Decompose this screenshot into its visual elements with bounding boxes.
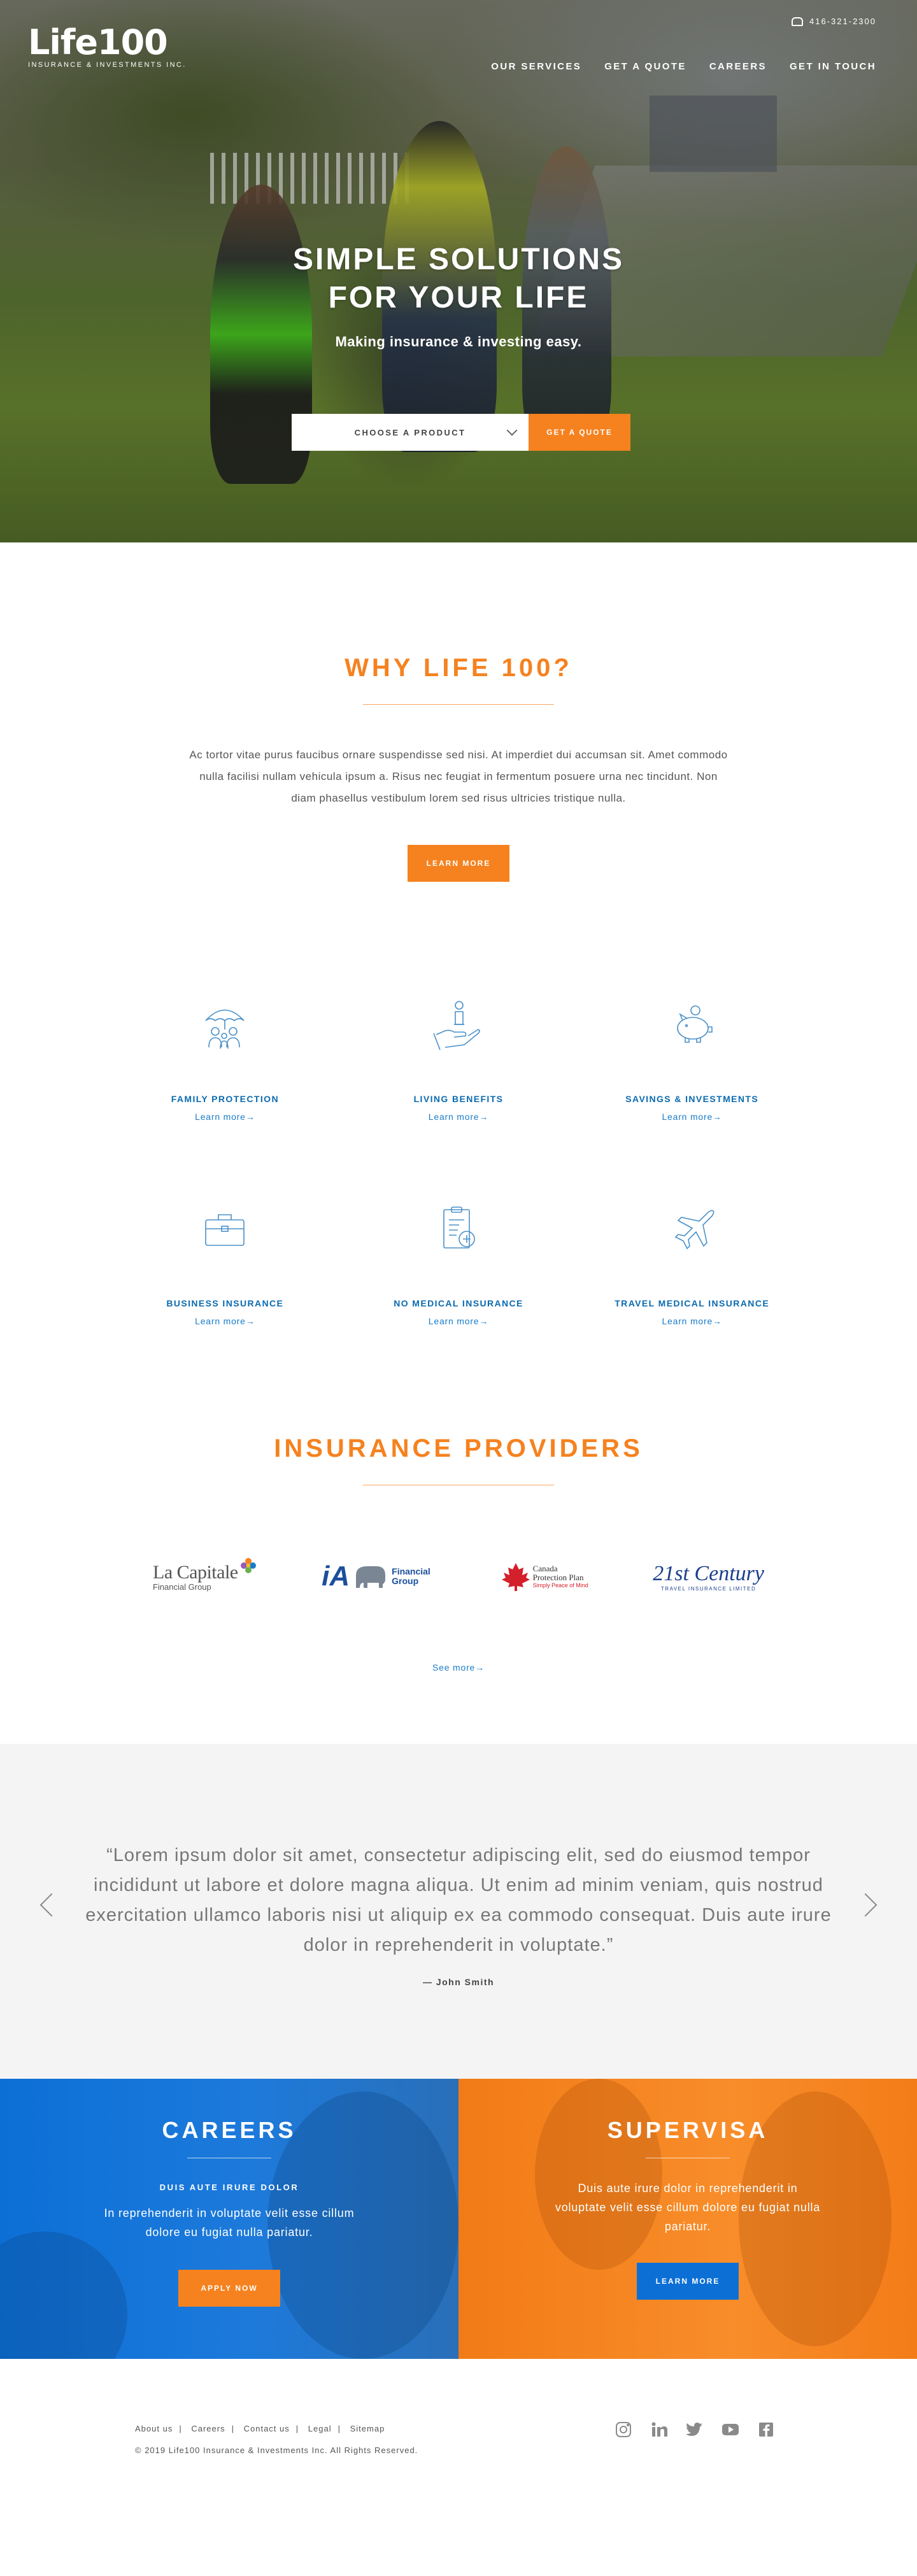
main-nav [491, 61, 876, 72]
briefcase-icon [196, 1201, 253, 1258]
flower-icon [239, 1557, 257, 1575]
service-title: NO MEDICAL INSURANCE [394, 1298, 523, 1308]
provider-name: La Capitale [153, 1561, 238, 1583]
footer-separator: | [231, 2424, 234, 2433]
service-no-medical-insurance[interactable] [342, 1201, 576, 1326]
chevron-down-icon [507, 425, 518, 436]
service-learn-more-link[interactable]: Learn more→ [662, 1112, 722, 1122]
nav-get-a-quote[interactable]: GET A QUOTE [604, 61, 686, 72]
hero-title-line1: SIMPLE SOLUTIONS [292, 243, 625, 276]
hero-background-fence [210, 153, 414, 204]
service-living-benefits[interactable] [342, 996, 576, 1122]
facebook-icon[interactable] [757, 2420, 776, 2439]
services-grid [108, 996, 809, 1326]
quote-form [292, 414, 630, 451]
maple-leaf-icon [501, 1562, 530, 1591]
footer-separator: | [179, 2424, 182, 2433]
service-title: FAMILY PROTECTION [171, 1094, 279, 1104]
why-section [0, 542, 917, 882]
provider-sub: Simply Peace of Mind [532, 1582, 588, 1589]
service-learn-more-link[interactable]: Learn more→ [195, 1316, 255, 1326]
supervisa-learn-more-button[interactable]: LEARN MORE [637, 2263, 739, 2300]
service-business-insurance[interactable] [108, 1201, 342, 1326]
footer-link-contact[interactable]: Contact us [243, 2424, 290, 2433]
service-learn-more-link[interactable]: Learn more→ [195, 1112, 255, 1122]
phone-number: 416-321-2300 [809, 17, 876, 26]
nav-get-in-touch[interactable]: GET IN TOUCH [789, 61, 876, 72]
provider-logos [140, 1554, 777, 1599]
service-title: BUSINESS INSURANCE [166, 1298, 284, 1308]
footer-link-sitemap[interactable]: Sitemap [350, 2424, 385, 2433]
supervisa-title: SUPERVISA [607, 2117, 769, 2143]
supervisa-photo-figure [535, 2079, 662, 2270]
piggy-bank-icon [664, 996, 721, 1054]
provider-sub: TRAVEL INSURANCE LIMITED [660, 1585, 757, 1592]
hero-title [0, 241, 917, 317]
testimonial-section [0, 1744, 917, 2079]
phone-link[interactable] [792, 17, 876, 26]
provider-name: iA [322, 1560, 350, 1592]
careers-text: In reprehenderit in voluptate velit esse cillum dolore eu fugiat nulla pariatur. [104, 2207, 355, 2239]
providers-title: INSURANCE PROVIDERS [274, 1434, 643, 1462]
careers-photo-figure-2 [0, 2232, 127, 2359]
provider-name: 21st Century [653, 1561, 764, 1585]
why-title: WHY LIFE 100? [345, 654, 572, 682]
provider-logo-la-capitale[interactable] [153, 1554, 257, 1599]
youtube-icon[interactable] [721, 2420, 740, 2439]
cta-section [0, 2079, 917, 2359]
twitter-icon[interactable] [685, 2420, 704, 2439]
service-title: TRAVEL MEDICAL INSURANCE [615, 1298, 770, 1308]
service-title: SAVINGS & INVESTMENTS [625, 1094, 759, 1104]
medical-document-icon [430, 1201, 487, 1258]
hero-subtitle: Making insurance & investing easy. [335, 334, 582, 350]
footer-link-careers[interactable]: Careers [191, 2424, 225, 2433]
testimonial-author: — John Smith [422, 1977, 495, 1987]
provider-logo-ia[interactable] [322, 1554, 436, 1599]
site-header [0, 0, 917, 83]
get-quote-button[interactable]: GET A QUOTE [529, 414, 630, 451]
footer-link-legal[interactable]: Legal [308, 2424, 332, 2433]
chevron-left-icon[interactable] [40, 1893, 64, 1917]
elephant-icon [352, 1564, 389, 1589]
careers-panel [0, 2079, 458, 2359]
linkedin-icon[interactable] [650, 2420, 669, 2439]
provider-logo-21st-century[interactable] [653, 1554, 764, 1599]
footer-links [135, 2424, 385, 2433]
airplane-icon [664, 1201, 721, 1258]
social-links [614, 2420, 776, 2439]
apply-now-button[interactable]: APPLY NOW [178, 2270, 280, 2307]
hand-person-icon [430, 996, 487, 1054]
service-learn-more-link[interactable]: Learn more→ [428, 1112, 489, 1122]
logo-text: Life100 [28, 22, 167, 62]
why-divider [363, 704, 554, 705]
service-savings-investments[interactable] [575, 996, 809, 1122]
hero-background-house [650, 96, 777, 172]
provider-logo-canada-protection-plan[interactable] [501, 1554, 588, 1599]
careers-title: CAREERS [162, 2117, 297, 2143]
family-umbrella-icon [196, 996, 253, 1054]
nav-careers[interactable]: CAREERS [709, 61, 767, 72]
product-select[interactable] [292, 414, 529, 451]
service-title: LIVING BENEFITS [413, 1094, 504, 1104]
supervisa-panel [458, 2079, 917, 2359]
learn-more-button[interactable]: LEARN MORE [408, 845, 509, 882]
nav-our-services[interactable]: OUR SERVICES [491, 61, 582, 72]
instagram-icon[interactable] [614, 2420, 633, 2439]
footer-separator: | [295, 2424, 299, 2433]
provider-sub: Financial Group [392, 1566, 430, 1586]
hero-content [0, 241, 917, 350]
hero-title-line2: FOR YOUR LIFE [328, 281, 589, 315]
hero-section [0, 0, 917, 542]
why-text: Ac tortor vitae purus faucibus ornare suspendisse sed nisi. At imperdiet dui accumsan sit. Amet commodo nulla facilisi nullam vehicula ipsum a. Risus nec feugiat in fermentum posuere urna nec tincidunt. Non diam phasellus vestibulum lorem sed risus ultricies tristique nulla. [189, 749, 728, 804]
footer-separator: | [338, 2424, 341, 2433]
product-select-label: CHOOSE A PRODUCT [354, 427, 466, 437]
service-family-protection[interactable] [108, 996, 342, 1122]
copyright: © 2019 Life100 Insurance & Investments Inc. All Rights Reserved. [135, 2445, 418, 2455]
chevron-right-icon[interactable] [854, 1893, 878, 1917]
phone-icon [792, 17, 803, 26]
service-learn-more-link[interactable]: Learn more→ [428, 1316, 489, 1326]
careers-kicker: DUIS AUTE IRURE DOLOR [159, 2183, 299, 2192]
provider-sub: Financial Group [153, 1582, 211, 1592]
supervisa-text: Duis aute irure dolor in reprehenderit in voluptate velit esse cillum dolore eu fugiat nulla pariatur. [555, 2182, 821, 2233]
logo-subtext: INSURANCE & INVESTMENTS INC. [28, 61, 187, 69]
service-learn-more-link[interactable]: Learn more→ [662, 1316, 722, 1326]
see-more-providers-link[interactable]: See more→ [432, 1662, 485, 1673]
provider-name: Canada Protection Plan [532, 1564, 584, 1582]
service-travel-medical-insurance[interactable] [575, 1201, 809, 1326]
site-footer [0, 2359, 917, 2493]
providers-section [0, 1434, 917, 1673]
logo[interactable] [28, 22, 187, 69]
testimonial-quote: “Lorem ipsum dolor sit amet, consectetur adipiscing elit, sed do eiusmod tempor incididunt ut labore et dolore magna aliqua. Ut enim ad minim veniam, quis nostrud exercitation ullamco laboris nisi ut aliquip ex ea commodo consequat. Duis aute irure dolor in reprehenderit in voluptate.” [85, 1845, 832, 1955]
footer-link-about[interactable]: About us [135, 2424, 173, 2433]
